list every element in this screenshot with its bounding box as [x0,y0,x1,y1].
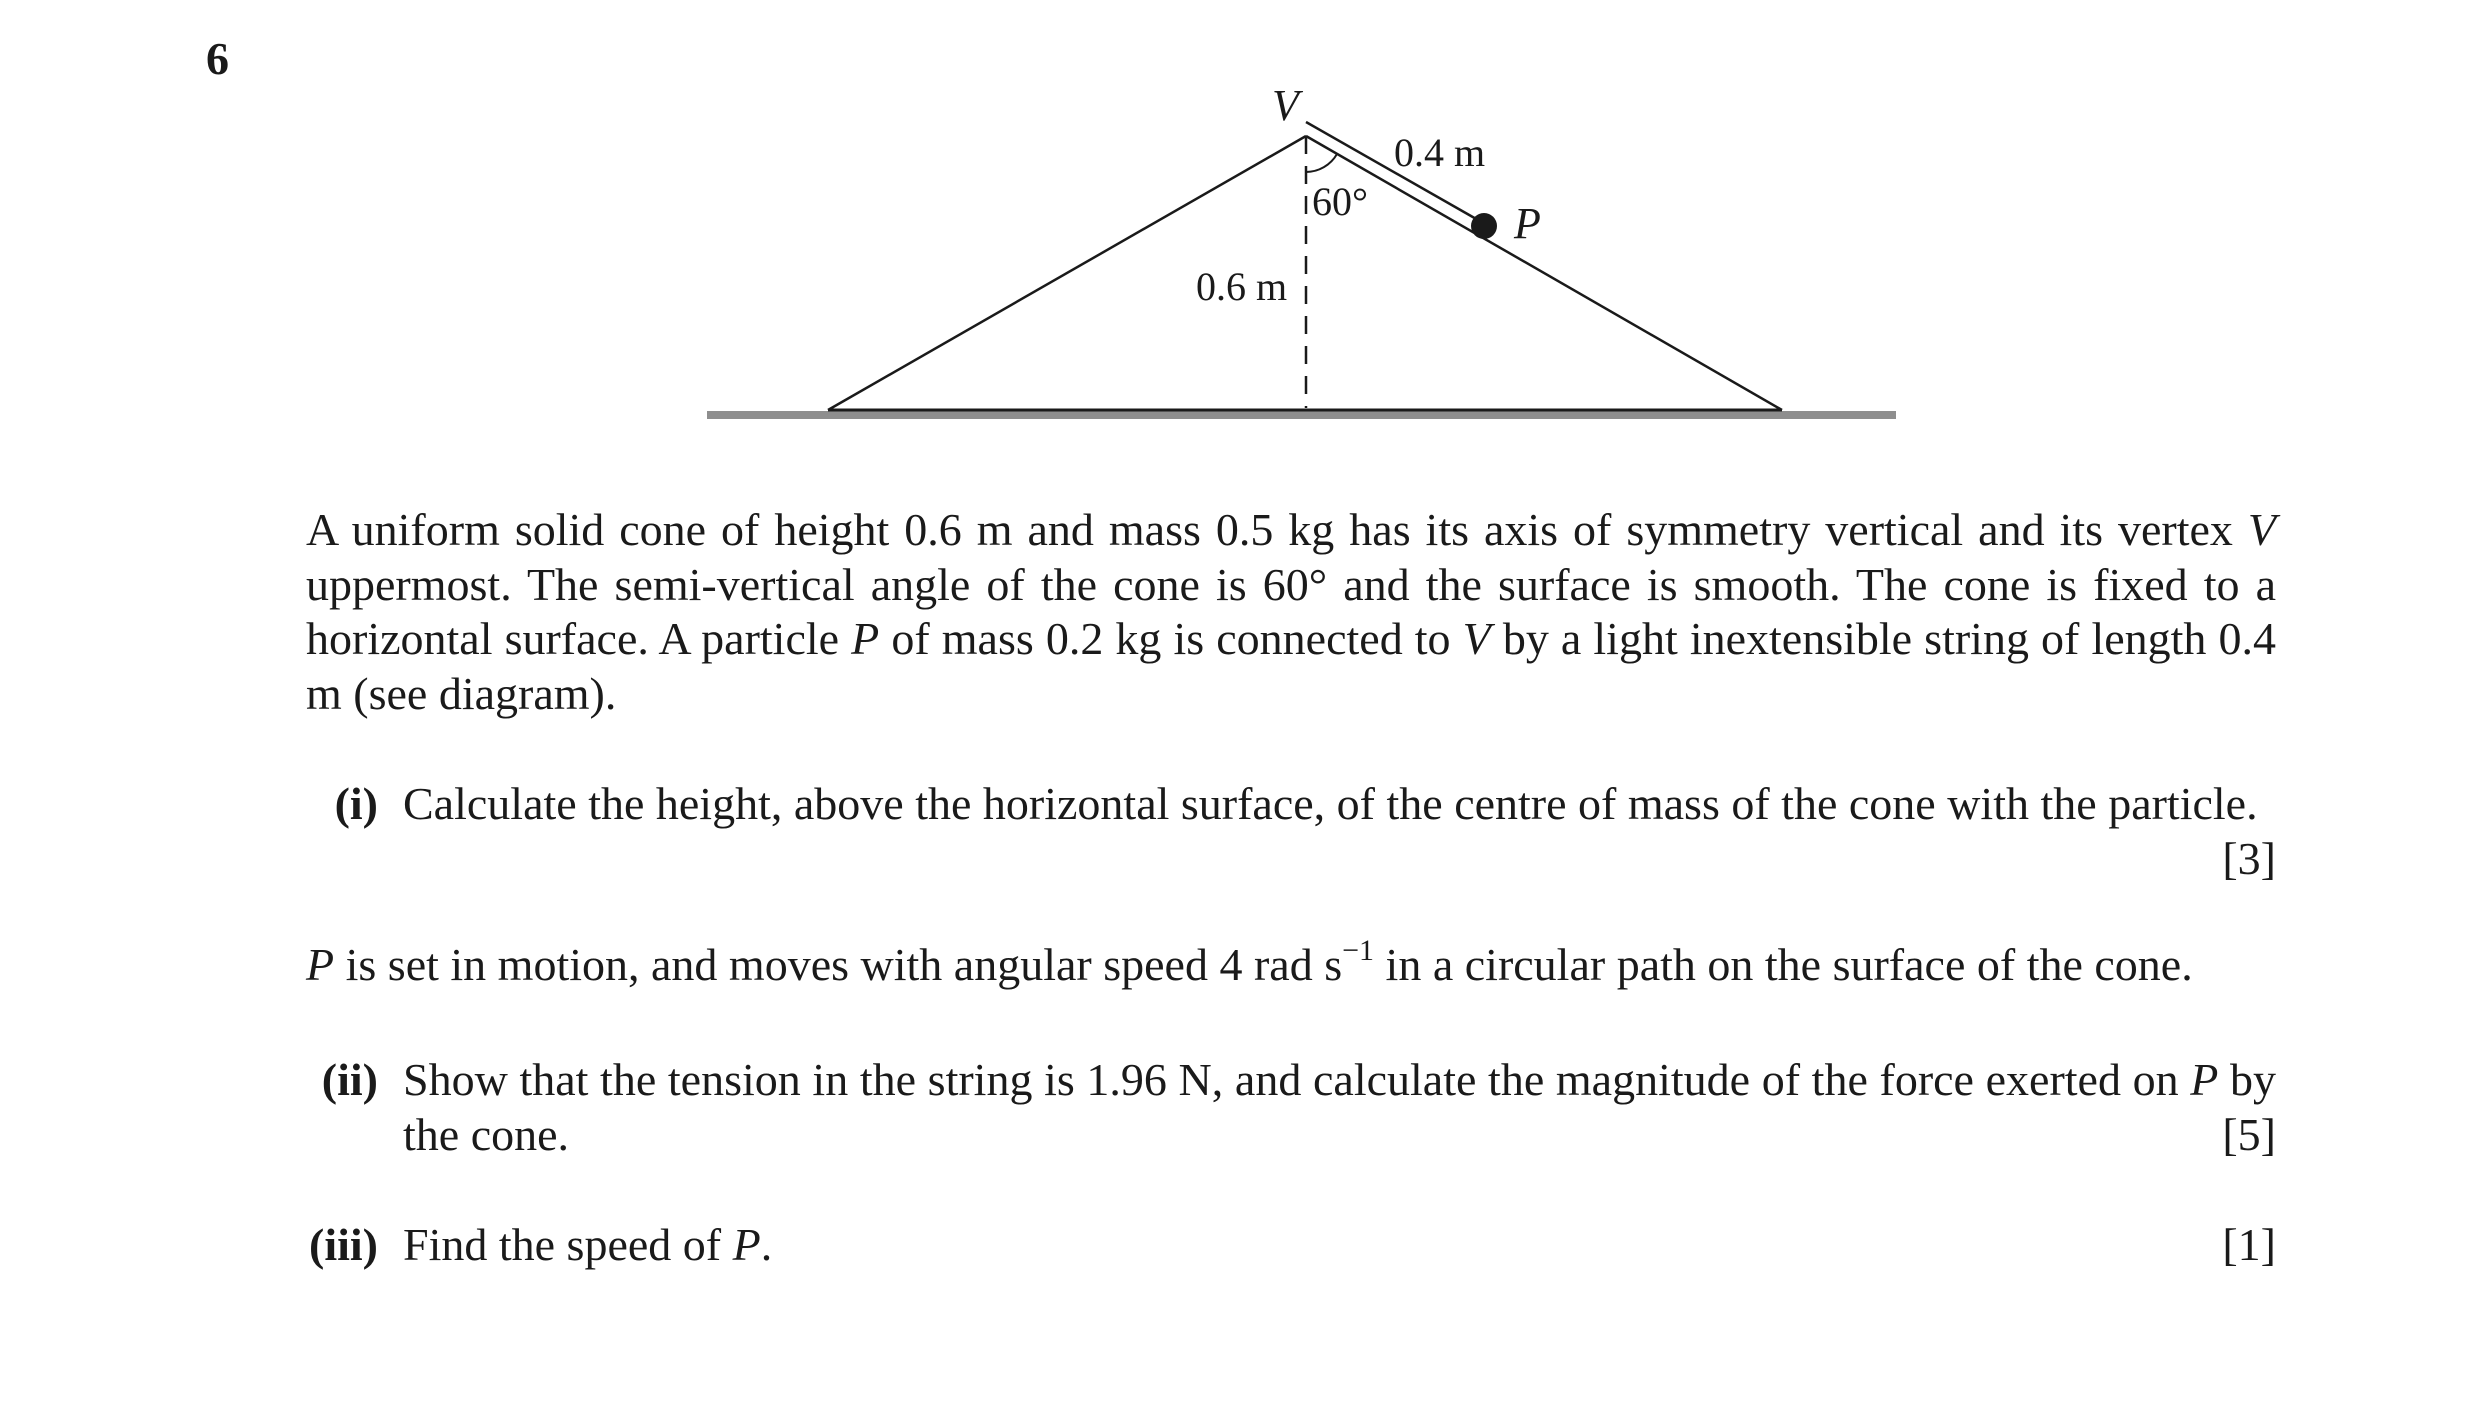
angle-arc [1306,154,1337,172]
unit-exponent: −1 [1342,934,1375,967]
marks: [5] [2222,1108,2276,1160]
stem-text-2: in a circular path on the surface of the cone. [1374,939,2193,990]
part-i [306,777,2276,886]
question-introduction [306,503,2276,721]
cone-diagram [0,0,2480,480]
part-text: Find the speed of [403,1219,733,1270]
intro-text-3: of mass 0.2 kg is connected to [879,613,1463,664]
intro-text-2: uppermost. The semi-vertical angle of the cone is 60° and the surface is smooth. The cone is fixed to a horizontal surface. A particle [306,558,2276,664]
vertex-label: V [1272,81,1299,130]
particle-symbol: P [851,613,880,664]
intro-text-1: A uniform solid cone of height 0.6 m and mass 0.5 kg has its axis of symmetry vertical and its vertex [306,504,2233,555]
string-length-label: 0.4 m [1394,130,1486,175]
part-text: Calculate the height, above the horizontal surface, of the centre of mass of the cone with the particle. [403,778,2258,829]
part-label: (iii) [309,1219,378,1270]
part-text-2: by the cone. [403,1054,2276,1160]
question-number: 6 [206,33,229,84]
part-iii [306,1218,2276,1273]
intro-text-4: by a light inextensible string of length 0.4 m (see diagram). [306,613,2276,719]
part-text: Show that the tension in the string is 1.96 N, and calculate the magnitude of the force exerted on [403,1054,2179,1105]
height-label: 0.6 m [1196,264,1288,309]
angle-label: 60° [1312,179,1368,224]
part-label: (i) [334,778,378,829]
vertex-symbol: V [2247,504,2276,555]
particle-symbol: P [2190,1054,2219,1105]
part-text-2: . [760,1219,773,1270]
particle-symbol: P [306,939,335,990]
part-label: (ii) [321,1054,378,1105]
marks: [3] [2222,832,2276,884]
part-ii [306,1053,2276,1162]
particle-symbol: P [732,1219,761,1270]
particle [1471,213,1497,239]
cone-right-side [1306,136,1782,410]
motion-stem [306,934,2276,993]
particle-label: P [1514,199,1541,248]
marks: [1] [2222,1219,2276,1270]
stem-text-1: is set in motion, and moves with angular speed 4 rad s [334,939,1343,990]
vertex-symbol: V [1462,613,1491,664]
